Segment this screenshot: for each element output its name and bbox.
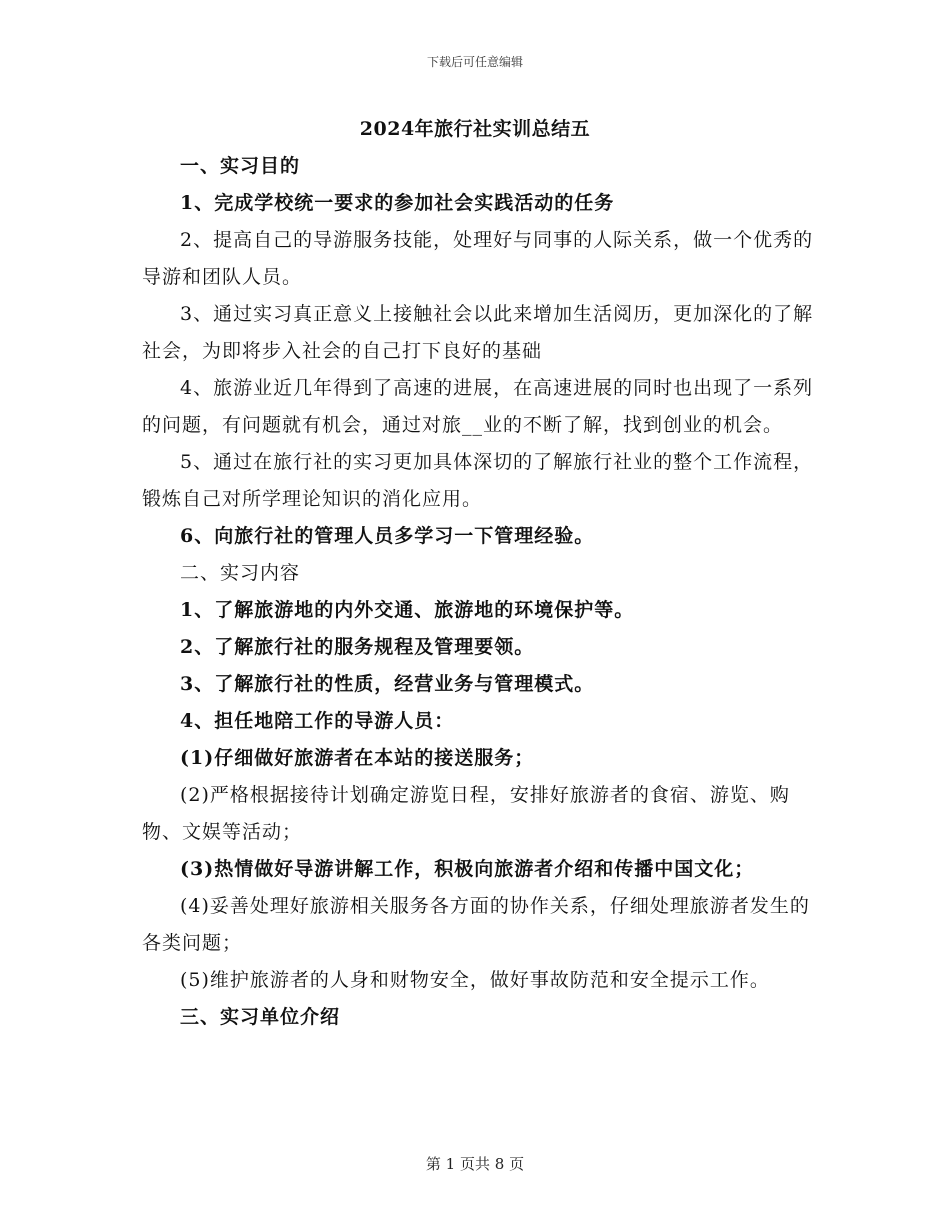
paragraph-6: 6、向旅行社的管理人员多学习一下管理经验。 [180,525,595,547]
paragraph-1: 1、完成学校统一要求的参加社会实践活动的任务 [180,192,615,214]
document-title: 2024年旅行社实训总结五 [359,118,591,140]
paragraph-3: 3、通过实习真正意义上接触社会以此来增加生活阅历，更加深化的了解社会，为即将步入社会的自己打下良好的基础 [142,303,814,362]
paragraph-11: 4、担任地陪工作的导游人员： [180,710,455,732]
paragraph-17: 三、实习单位介绍 [180,1006,341,1028]
paragraph-2: 2、提高自己的导游服务技能，处理好与同事的人际关系，做一个优秀的导游和团队人员。 [142,229,814,288]
paragraph-4: 4、旅游业近几年得到了高速的进展，在高速进展的同时也出现了一系列的问题，有问题就有机会，通过对旅__业的不断了解，找到创业的机会。 [142,377,814,436]
header-note: 下载后可任意编辑 [426,55,523,69]
paragraph-9: 2、了解旅行社的服务规程及管理要领。 [180,636,535,658]
paragraph-15: (4)妥善处理好旅游相关服务各方面的协作关系，仔细处理旅游者发生的各类问题； [142,895,810,954]
paragraph-12: (1)仔细做好旅游者在本站的接送服务； [180,747,535,769]
paragraph-8: 1、了解旅游地的内外交通、旅游地的环境保护等。 [180,599,635,621]
paragraph-13: (2)严格根据接待计划确定游览日程，安排好旅游者的食宿、游览、购物、文娱等活动； [142,784,790,843]
document-body [142,148,822,1036]
paragraph-10: 3、了解旅行社的性质，经营业务与管理模式。 [180,673,595,695]
paragraph-5: 5、通过在旅行社的实习更加具体深切的了解旅行社业的整个工作流程，锻炼自己对所学理论知识的消化应用。 [142,451,814,510]
paragraph-14: (3)热情做好导游讲解工作，积极向旅游者介绍和传播中国文化； [180,858,755,880]
paragraph-7: 二、实习内容 [180,562,301,584]
page-number: 第 1 页共 8 页 [425,1155,525,1173]
paragraph-0: 一、实习目的 [180,155,301,177]
paragraph-16: (5)维护旅游者的人身和财物安全，做好事故防范和安全提示工作。 [180,969,770,991]
